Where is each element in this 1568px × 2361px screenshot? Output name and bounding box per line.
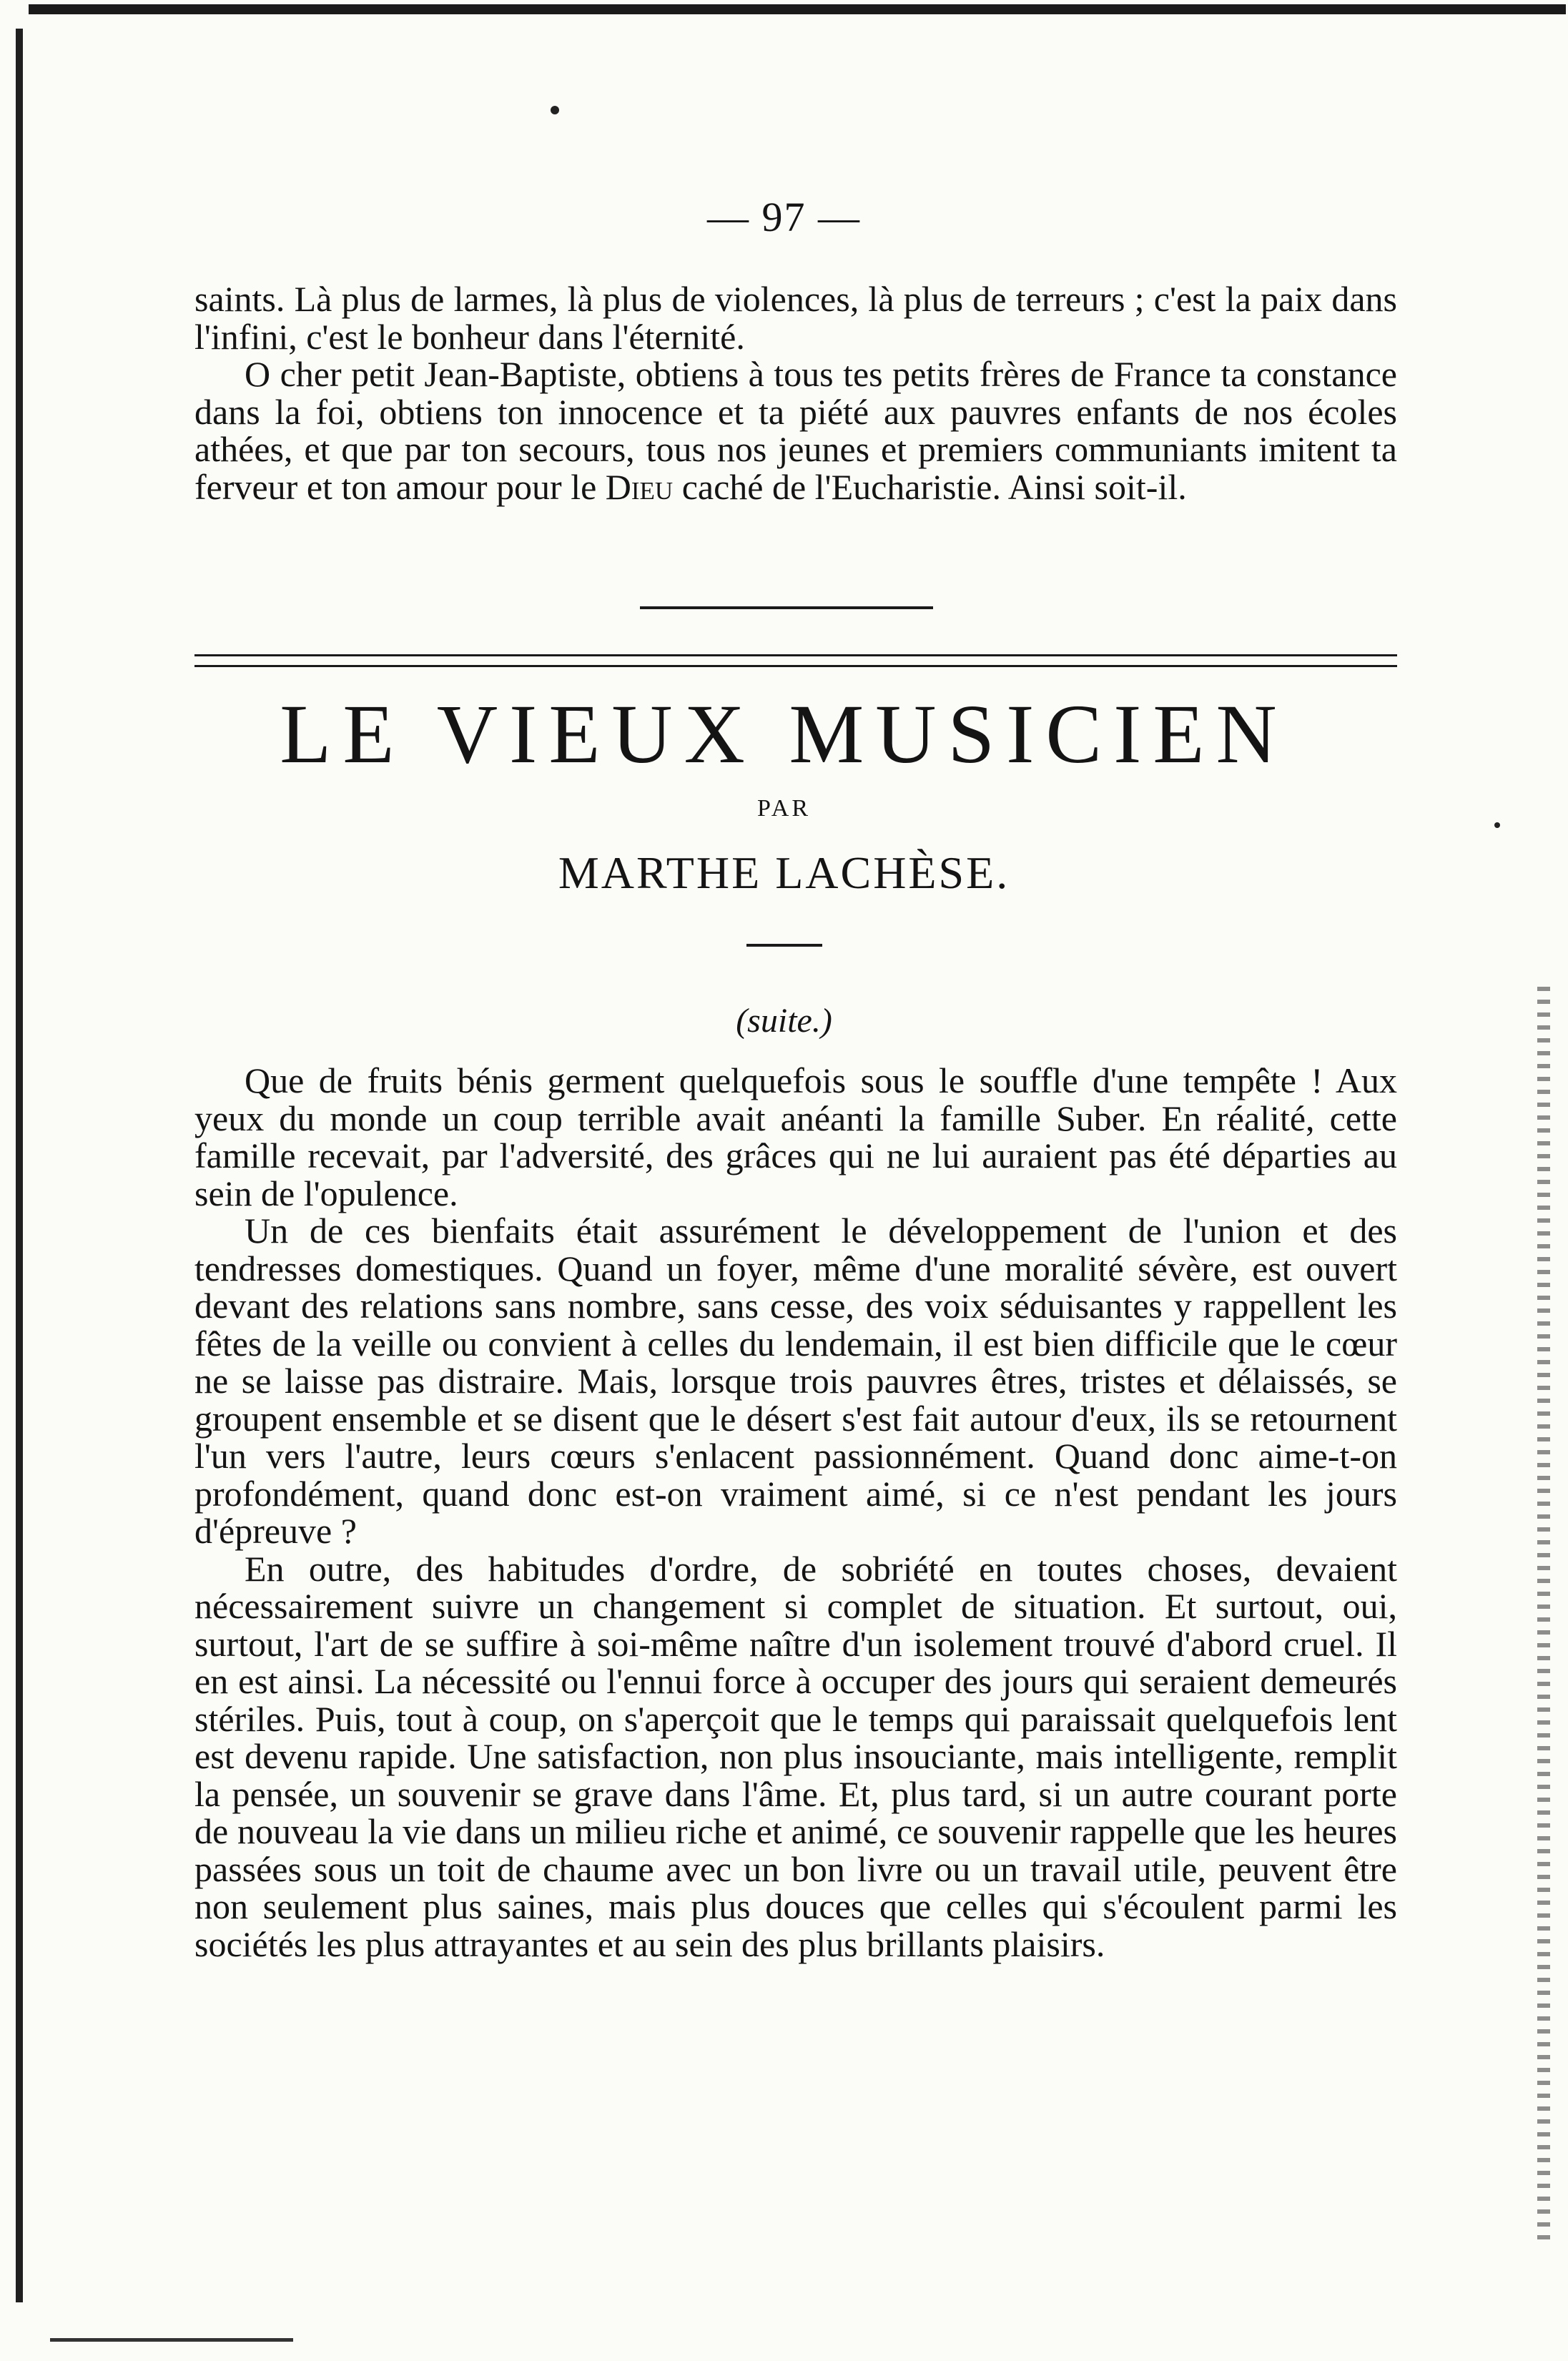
short-divider <box>746 944 822 947</box>
preceding-text <box>194 280 1397 506</box>
scan-speck <box>551 106 559 114</box>
preceding-paragraph: saints. Là plus de larmes, là plus de violences, là plus de terreurs ; c'est la paix dans l'infini, c'est le bonheur dans l'éternité. <box>194 279 1397 357</box>
body-paragraph: Un de ces bienfaits était assurément le développement de l'union et des tendresses domestiques. Quand un foyer, même d'une moralité sévère, est ouvert devant des relations sans nombre, sans cesse, des voix séduisantes y rappellent les fêtes de la veille ou convient à celles du lendemain, il est bien difficile que le cœur ne se laisse pas distraire. Mais, lorsque trois pauvres êtres, tristes et délaissés, se groupent ensemble et se disent que le désert s'est fait autour d'eux, ils se retournent l'un vers l'autre, leurs cœurs s'enlacent passionnément. Quand donc aime-t-on profondément, quand donc est-on vraiment aimé, si ce n'est pendant les jours d'épreuve ? <box>194 1211 1397 1551</box>
byline-label: PAR <box>756 795 812 822</box>
continued-label: (suite.) <box>736 1002 832 1040</box>
story-body <box>194 1062 1397 1963</box>
story-title: LE VIEUX MUSICIEN <box>280 687 1288 781</box>
preceding-paragraph-prayer: O cher petit Jean-Baptiste, obtiens à tous tes petits frères de France ta constance dans la foi, obtiens ton innocence et ta piété aux pauvres enfants de nos écoles athées, et que par ton secours, tous nos jeunes et premiers communiants imitent ta ferveur et ton amour pour le Dieu caché de l'Eucharistie. Ainsi soit-il. <box>194 354 1397 507</box>
scan-right-edge-noise <box>1537 987 1550 2245</box>
section-end-rule <box>640 606 933 609</box>
scan-bottom-mark <box>50 2338 293 2342</box>
scan-speck <box>1494 822 1500 828</box>
body-paragraph: Que de fruits bénis germent quelquefois sous le souffle d'une tempête ! Aux yeux du monde un coup terrible avait anéanti la famille Suber. En réalité, cette famille recevait, par l'adversité, des grâces qui ne lui auraient pas été départies au sein de l'opulence. <box>194 1060 1397 1213</box>
page-number: — 97 — <box>707 194 861 240</box>
small-caps-word: Dieu <box>605 466 674 507</box>
scan-top-border <box>29 4 1566 14</box>
scan-left-border <box>16 29 23 2302</box>
title-double-rule-top <box>194 654 1397 656</box>
author-name: MARTHE LACHÈSE. <box>558 847 1010 898</box>
body-paragraph: En outre, des habitudes d'ordre, de sobriété en toutes choses, devaient nécessairement suivre un changement si complet de situation. Et surtout, oui, surtout, l'art de se suffire à soi-même naître d'un isolement trouvé d'abord cruel. Il en est ainsi. La nécessité ou l'ennui force à occuper des jours qui seraient demeurés stériles. Puis, tout à coup, on s'aperçoit que le temps qui paraissait quelquefois lent est devenu rapide. Une satisfaction, non plus insouciante, mais intelligente, remplit la pensée, un souvenir se grave dans l'âme. Et, plus tard, si un autre courant porte de nouveau la vie dans un milieu riche et animé, ce souvenir rappelle que les heures passées sous un toit de chaume avec un bon livre ou un travail utile, peuvent être non seulement plus saines, mais plus douces que celles qui s'écoulent parmi les sociétés les plus attrayantes et au sein des plus brillants plaisirs. <box>194 1548 1397 1964</box>
title-double-rule-bottom <box>194 665 1397 667</box>
